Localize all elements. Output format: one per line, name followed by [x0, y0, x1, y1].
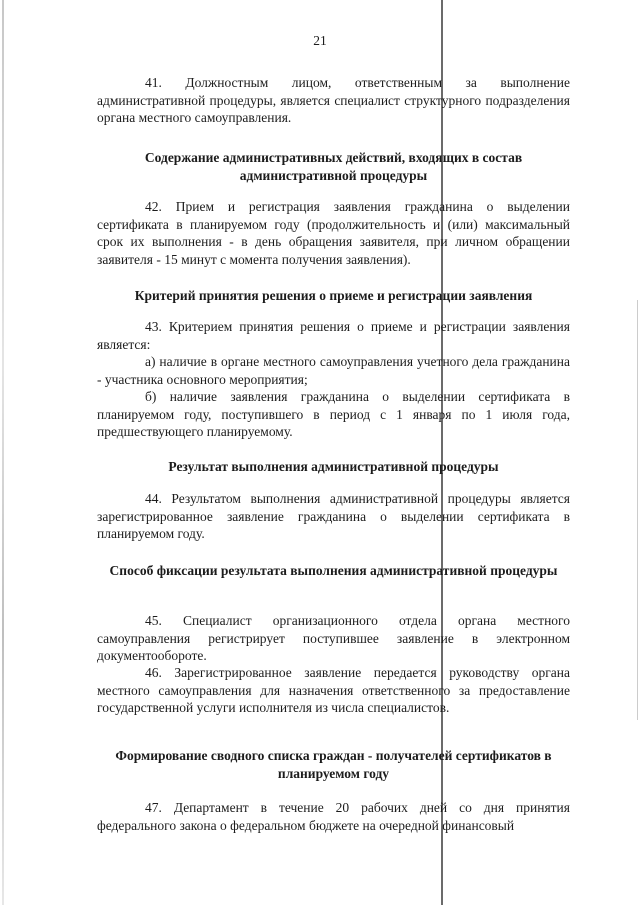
- section-heading-criterion: Критерий принятия решения о приеме и регистрации заявления: [134, 288, 533, 303]
- page-number: 21: [313, 33, 327, 48]
- paragraph-43-b: б) наличие заявления гражданина о выделении сертификата в планируемом году, поступившего в период с 1 января по 1 июля года, предшествующего планируемому.: [97, 389, 570, 439]
- section-heading-actions: Содержание административных действий, входящих в состав административной процедуры: [144, 150, 523, 183]
- paragraph-44: 44. Результатом выполнения административной процедуры является зарегистрированное заявление гражданина о выделении сертификата в планируемом году.: [97, 491, 570, 541]
- paragraph-41: 41. Должностным лицом, ответственным за выполнение административной процедуры, является специалист структурного подразделения органа местного самоуправления.: [97, 75, 570, 125]
- paragraph-43: 43. Критерием принятия решения о приеме и регистрации заявления является:: [97, 319, 570, 352]
- section-heading-result: Результат выполнения административной процедуры: [168, 459, 499, 474]
- paragraph-46: 46. Зарегистрированное заявление передается руководству органа местного самоуправления для назначения ответственного за предоставление государственной услуги исполнителя из числа специалистов.: [97, 665, 570, 715]
- paragraph-47: 47. Департамент в течение 20 рабочих дней со дня принятия федерального закона о федеральном бюджете на очередной финансовый: [97, 800, 570, 833]
- paragraph-45: 45. Специалист организационного отдела органа местного самоуправления регистрирует поступившее заявление в электронном документообороте.: [97, 613, 570, 663]
- scan-edge-left: [2, 0, 4, 905]
- section-heading-summary-list: Формирование сводного списка граждан - получателей сертификатов в планируемом году: [115, 748, 552, 781]
- paragraph-43-a: а) наличие в органе местного самоуправления учетного дела гражданина - участника основного мероприятия;: [97, 354, 570, 387]
- paragraph-42: 42. Прием и регистрация заявления гражданина о выделении сертификата в планируемом году (продолжительность и (или) максимальный срок их выполнения - в день обращения заявителя, при личном обращении заявителя - 15 минут с момента получения заявления).: [97, 199, 570, 267]
- scan-edge-right: [637, 300, 638, 720]
- section-heading-fixation: Способ фиксации результата выполнения административной процедуры: [109, 563, 558, 578]
